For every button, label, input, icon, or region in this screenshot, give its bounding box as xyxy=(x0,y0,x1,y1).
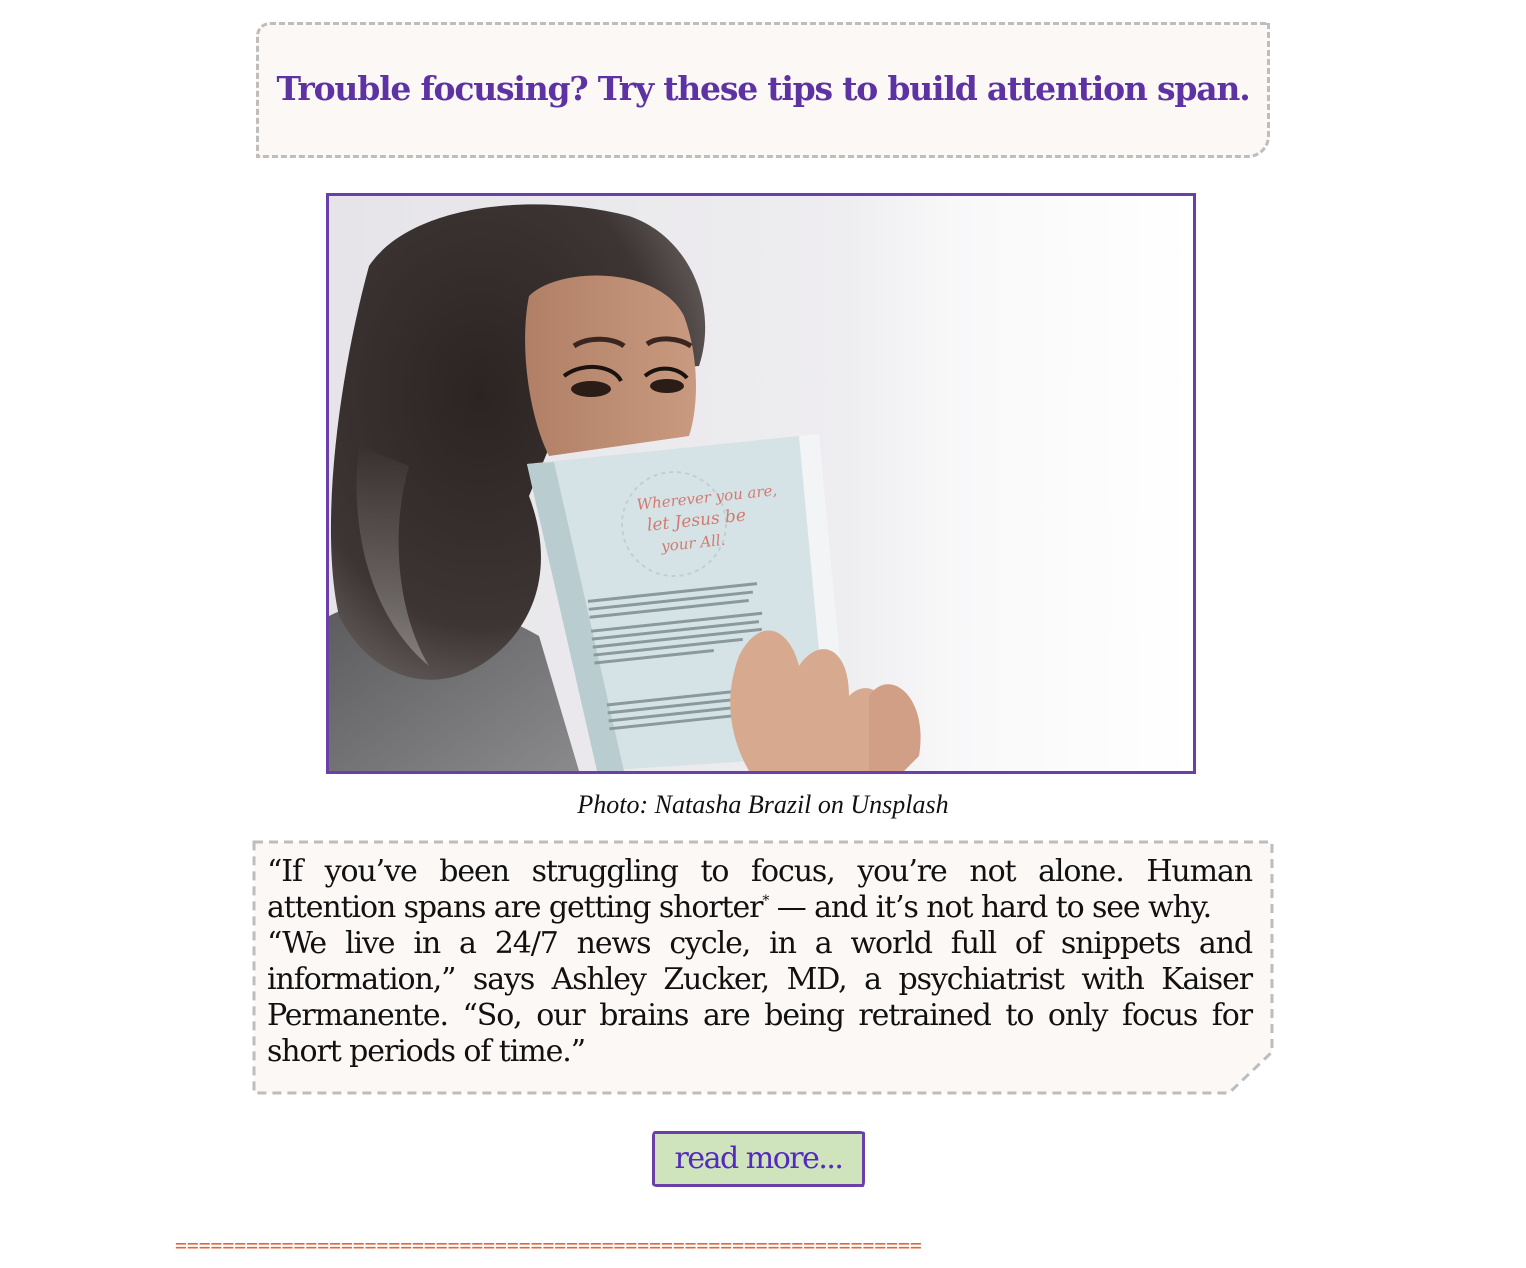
excerpt-paragraph-1-text: “If you’ve been struggling to focus, you’re not alone. Human attention spans are getting shorter xyxy=(267,854,1252,925)
article-excerpt xyxy=(267,854,1252,1070)
photo-caption: Photo: Natasha Brazil on Unsplash xyxy=(577,790,949,819)
excerpt-paragraph-1 xyxy=(267,854,1252,926)
svg-text:your All.: your All. xyxy=(660,530,727,556)
quote-box xyxy=(252,840,1274,1095)
excerpt-paragraph-1-tail: — and it’s not hard to see why. xyxy=(768,890,1212,925)
footnote-marker[interactable]: * xyxy=(762,893,769,909)
svg-text:let Jesus be: let Jesus be xyxy=(645,505,747,536)
section-divider: =============================================================== xyxy=(175,1236,922,1256)
svg-text:Wherever you are,: Wherever you are, xyxy=(635,481,778,514)
photo-woman-with-book-icon xyxy=(329,196,1193,771)
excerpt-paragraph-2: “We live in a 24/7 news cycle, in a world full of snippets and information,” says Ashley Zucker, MD, a psychiatrist with Kaiser Permanente. “So, our brains are being retrained to only focus for short periods of time.” xyxy=(267,926,1252,1069)
article-photo[interactable] xyxy=(326,193,1196,774)
article-title[interactable]: Trouble focusing? Try these tips to build attention span. xyxy=(276,68,1250,108)
read-more-button[interactable]: read more... xyxy=(652,1131,865,1187)
title-card xyxy=(256,22,1270,158)
